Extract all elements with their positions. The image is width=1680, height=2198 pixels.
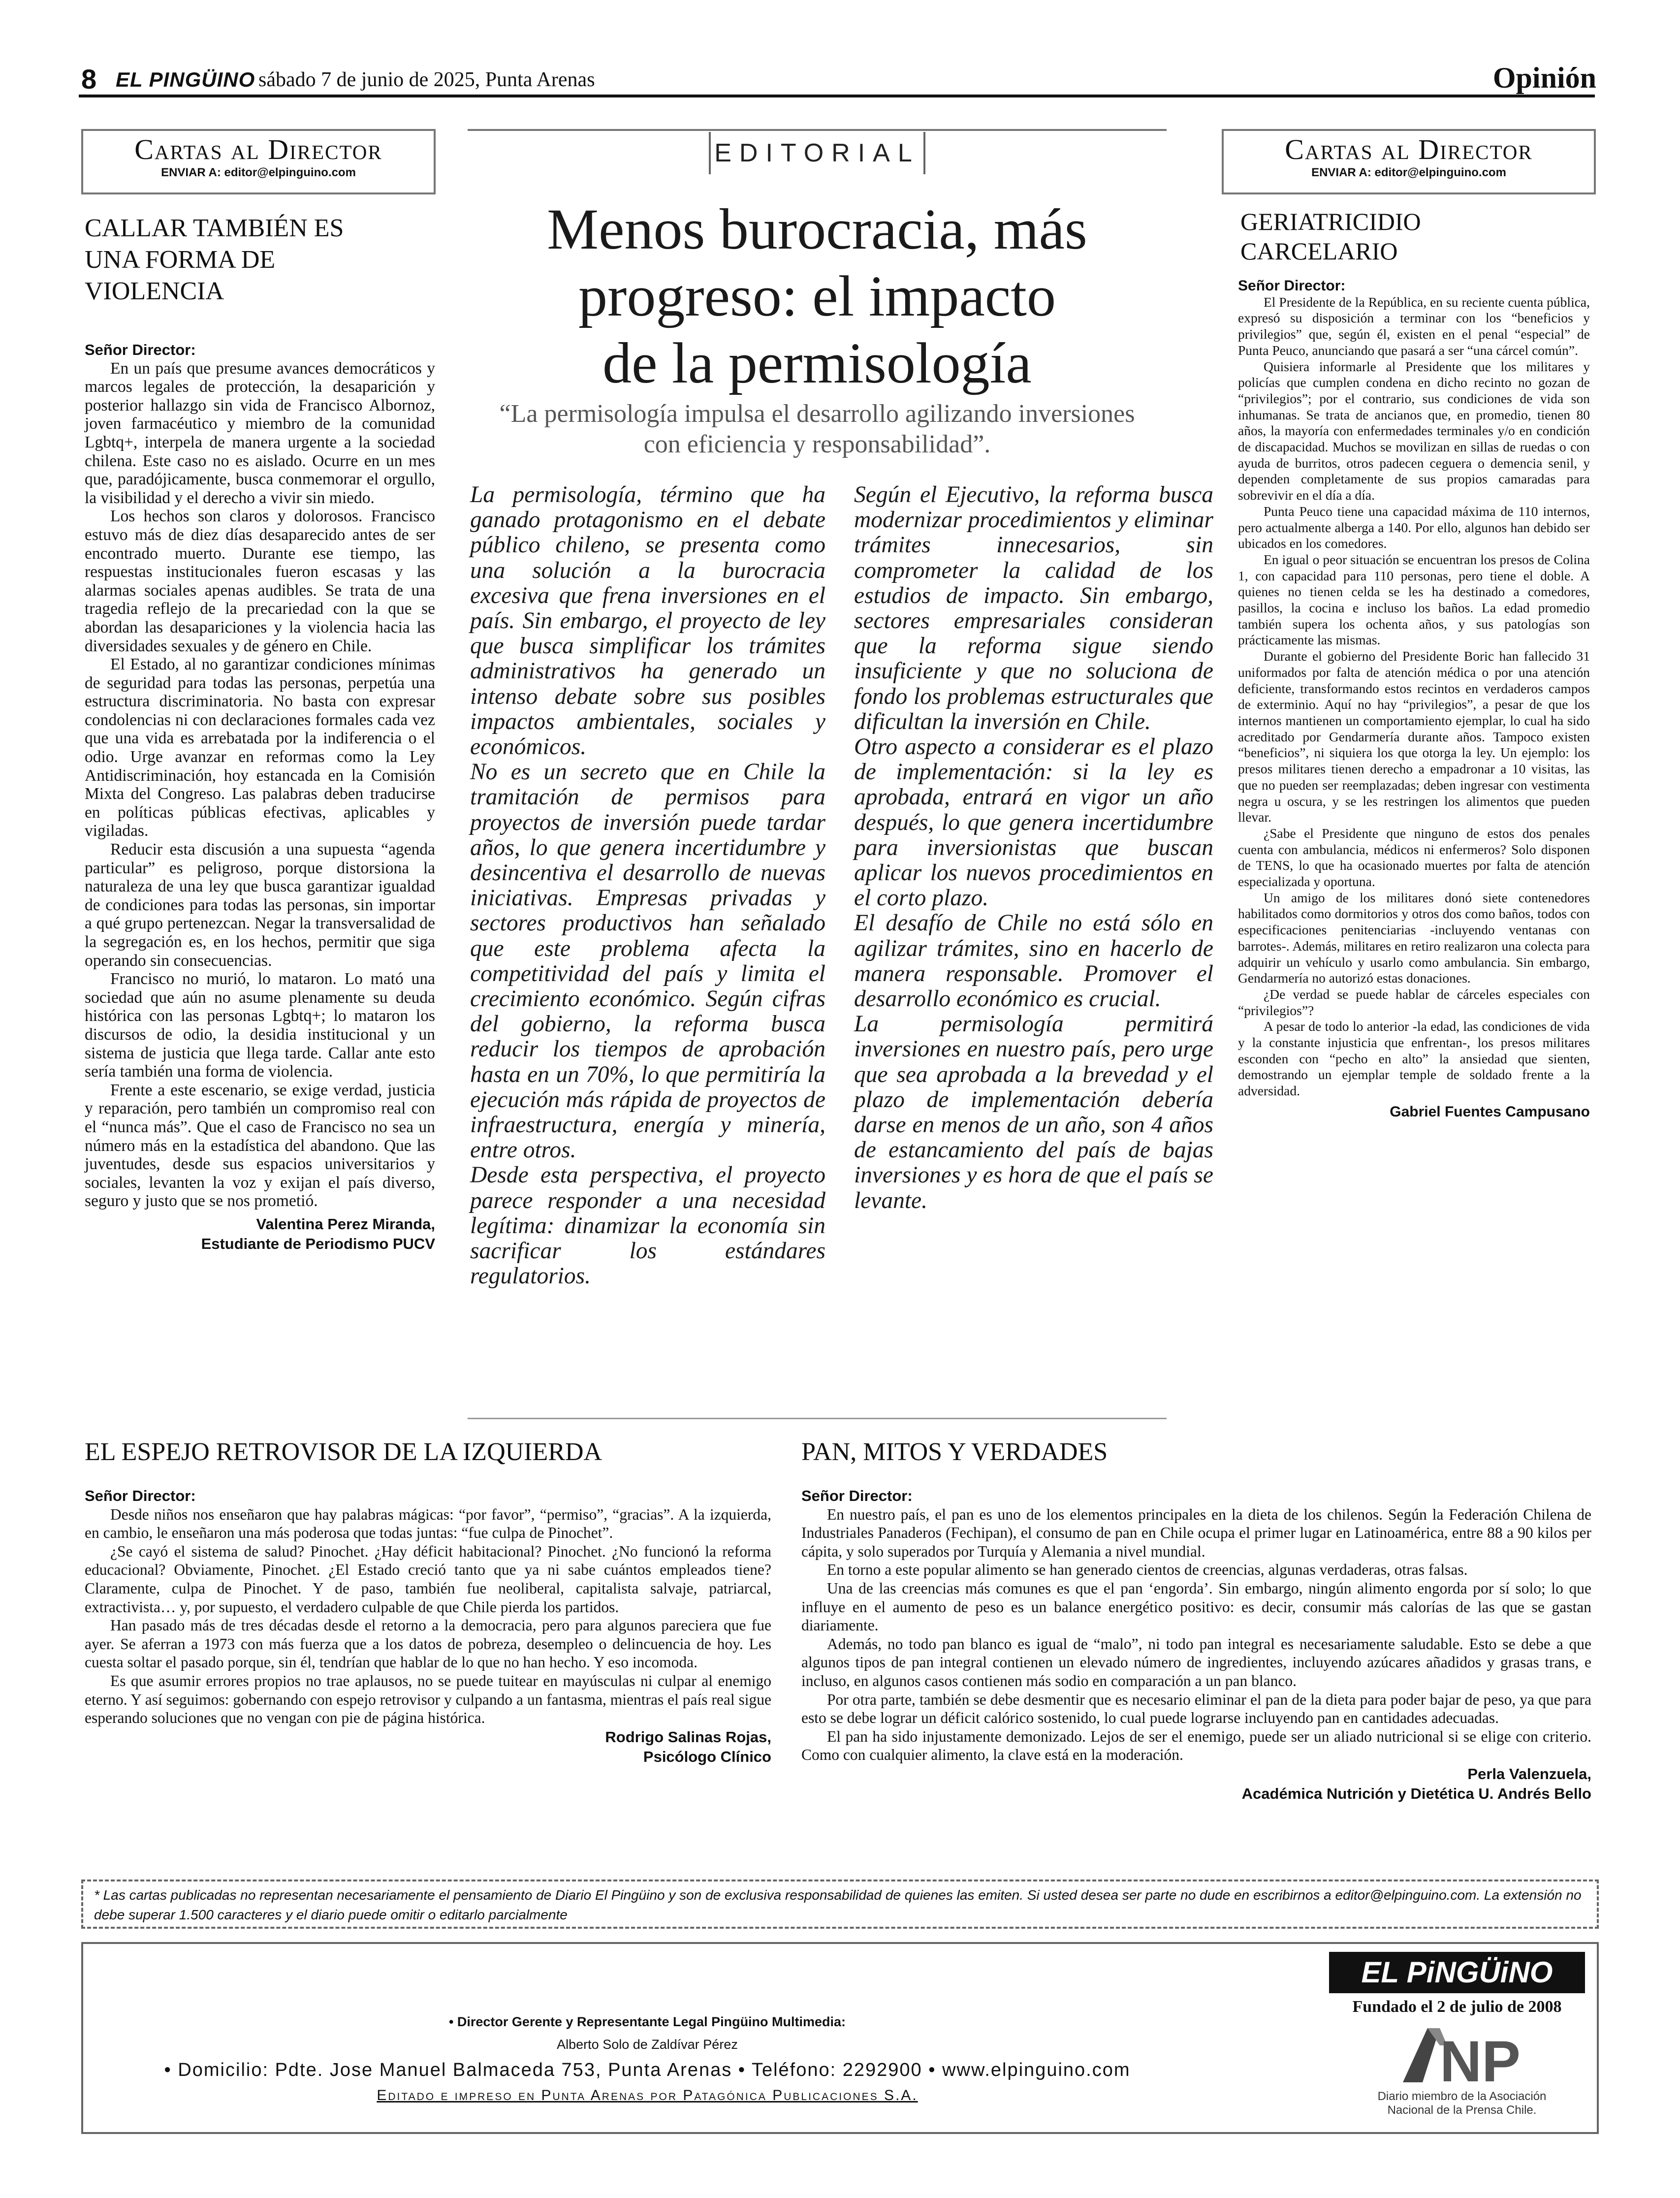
editorial-column-2 <box>854 482 1213 1213</box>
paragraph: Francisco no murió, lo mataron. Lo mató una sociedad que aún no asume plenamente su deuda histórica con las personas Lgbtq+; lo mataron los discursos de odio, la desidia institucional y un sistema de justicia que llega tarde. Callar ante esto sería también una forma de violencia. <box>85 970 435 1081</box>
svg-text:NP: NP <box>1440 2029 1521 2087</box>
paragraph: Reducir esta discusión a una supuesta “agenda particular” es peligroso, porque distorsiona la naturaleza de una ley que busca garantizar igualdad de condiciones para todas las personas, sin importar a qué grupo pertenezcan. Negar la transversalidad de la segregación es, en los hechos, permitir que siga operando sin consecuencias. <box>85 840 435 970</box>
page-number: 8 <box>81 64 97 95</box>
paragraph: Quisiera informarle al Presidente que los militares y policías que cumplen condena en dicho recinto no gozan de “privilegios”; por el contrario, sus condiciones de vida son inhumanas. Se trata de ancianos que, en promedio, tienen 80 años, la mayoría con enfermedades terminales y/o en condición de discapacidad. Muchos se movilizan en sillas de ruedas o con ayuda de burritos, otros padecen ceguera o demencia senil, y dependen completamente de sus propios camaradas para sobrevivir en el día a día. <box>1238 358 1590 503</box>
signature: Valentina Perez Miranda, Estudiante de Periodismo PUCV <box>201 1215 435 1252</box>
masthead-logo: EL PINGÜINO <box>116 68 255 91</box>
editorial-column-1 <box>470 482 825 1289</box>
signature: Perla Valenzuela, Académica Nutrición y Dietética U. Andrés Bello <box>1241 1765 1591 1802</box>
paragraph: Otro aspecto a considerar es el plazo de implementación: si la ley es aprobada, entrará en vigor un año después, lo que genera incertidumbre para inversionistas que buscan aplicar los nuevos procedimientos en el corto plazo. <box>854 734 1213 911</box>
paragraph: Durante el gobierno del Presidente Boric han fallecido 31 uniformados por falta de atención médica o por una atención deficiente, transformando estos recintos en verdaderos campos de exterminio. Aquí no hay “privilegios”, a pesar de que los internos mantienen un comportamiento ejemplar, lo cual ha sido acreditado por Gendarmería durante años. Tampoco existen “beneficios”, ni siquiera los que otorga la ley. Un ejemplo: los presos militares tienen derecho a empadronar a 10 visitas, las que no pueden ser reemplazadas; deben ingresar con vestimenta negra u oscura, y se les restringen los alimentos que pueden llevar. <box>1238 648 1590 825</box>
paragraph: El Estado, al no garantizar condiciones mínimas de seguridad para todas las personas, perpetúa una estructura discriminatoria. No basta con expresar condolencias ni con declaraciones formales cada vez que una vida es arrebatada por la indiferencia o el odio. Urge avanzar en reformas como la Ley Antidiscriminación, hoy estancada en la Comisión Mixta del Congreso. Las palabras deben traducirse en políticas públicas efectivas, aplicables y vigiladas. <box>85 655 435 840</box>
letter-right-title: GERIATRICIDIO CARCELARIO <box>1240 208 1421 265</box>
paragraph: Según el Ejecutivo, la reforma busca modernizar procedimientos y eliminar trámites innecesarios, sin comprometer la calidad de los estudios de impacto. Sin embargo, sectores empresariales consideran que la reforma sigue siendo insuficiente y que no soluciona de fondo los problemas estructurales que dificultan la inversión en Chile. <box>854 482 1213 734</box>
paragraph: En igual o peor situación se encuentran los presos de Colina 1, con capacidad para 110 personas, pero tiene el doble. A quienes no tienen celda se les ha destinado a comedores, pasillos, la cocina e incluso los baños. La edad promedio también supera los ochenta años, y sus patologías son prácticamente las mismas. <box>1238 551 1590 648</box>
paragraph: El desafío de Chile no está sólo en agilizar trámites, sino en hacerlo de manera responsable. Promover el desarrollo económico es crucial. <box>854 910 1213 1012</box>
disclaimer: * Las cartas publicadas no representan necesariamente el pensamiento de Diario El Pingüino y son de exclusiva responsabilidad de quienes las emiten. Si usted desea ser parte no dude en escribirnos a editor@elpinguino.com. La extensión no debe superar 1.500 caracteres y el diario puede omitir o editarlo parcialmente <box>81 1879 1599 1929</box>
paragraph: Frente a este escenario, se exige verdad, justicia y reparación, pero también un compromiso real con el “nunca más”. Que el caso de Francisco no sea un número más en la estadística del abandono. Que las juventudes, desde sus espacios universitarios y sociales, levanten la voz y exijan el país diverso, seguro y justo que se nos prometió. <box>85 1081 435 1210</box>
cartas-box-left <box>81 129 436 194</box>
footer-logo: EL PiNGÜiNO <box>1329 1952 1585 1993</box>
footer-founded: Fundado el 2 de julio de 2008 <box>1352 1998 1562 2016</box>
header-date: sábado 7 de junio de 2025, Punta Arenas <box>258 68 595 91</box>
editorial-subtitle: “La permisología impulsa el desarrollo agilizando inversiones con eficiencia y responsabilidad”. <box>499 400 1135 458</box>
signature: Gabriel Fuentes Campusano <box>1390 1103 1590 1120</box>
anp-text: Diario miembro de la Asociación Nacional de la Prensa Chile. <box>1377 2090 1547 2117</box>
footer-director-label: • Director Gerente y Representante Legal Pingüino Multimedia: <box>448 2014 846 2029</box>
cartas-email-right: ENVIAR A: editor@elpinguino.com <box>1311 166 1506 179</box>
paragraph: Además, no todo pan blanco es igual de “malo”, ni todo pan integral es necesariamente saludable. Esto se debe a que algunos tipos de pan integral contienen un elevado número de ingredientes, incluyendo azúcares añadidos y grasas trans, e incluso, en algunos casos contienen más sodio en comparación a un pan blanco. <box>801 1635 1591 1689</box>
letter-left-body <box>85 341 435 1254</box>
salutation: Señor Director: <box>801 1487 913 1504</box>
paragraph: Han pasado más de tres décadas desde el retorno a la democracia, pero para algunos pareciera que fue ayer. Se aferran a 1973 con más fuerza que a los datos de pobreza, desempleo o delincuencia de hoy. Les cuesta soltar el pasado porque, sin él, tendrían que hablar de lo que no han hecho. Y eso incomoda. <box>85 1617 771 1671</box>
paragraph: El pan ha sido injustamente demonizado. Lejos de ser el enemigo, puede ser un aliado nutricional si se elige con criterio. Como con cualquier alimento, la clave está en la moderación. <box>801 1727 1591 1764</box>
letter-bottom-right-body <box>801 1487 1591 1804</box>
paragraph: Es que asumir errores propios no trae aplausos, no se puede tuitear en mayúsculas ni culpar al enemigo eterno. Y así seguimos: gobernando con espejo retrovisor y culpando a un fantasma, mientras el país real sigue esperando soluciones que no vengan con pie de página histórica. <box>85 1672 771 1727</box>
paragraph: A pesar de todo lo anterior -la edad, las condiciones de vida y la constante injusticia que enfrentan-, los presos militares esconden con “pecho en alto” la ansiedad que sienten, demostrando un ejemplar temple de soldado frente a la adversidad. <box>1238 1019 1590 1099</box>
footer-address[interactable]: • Domicilio: Pdte. Jose Manuel Balmaceda 753, Punta Arenas • Teléfono: 2292900 • www.elpinguino.com <box>164 2060 1131 2080</box>
salutation: Señor Director: <box>85 341 196 358</box>
cartas-box-right <box>1222 129 1596 194</box>
letter-right-body <box>1238 278 1590 1122</box>
cartas-email-left: ENVIAR A: editor@elpinguino.com <box>161 166 356 179</box>
salutation: Señor Director: <box>85 1487 196 1504</box>
letter-bottom-left-title: EL ESPEJO RETROVISOR DE LA IZQUIERDA <box>85 1438 602 1466</box>
paragraph: La permisología permitirá inversiones en nuestro país, pero urge que sea aprobada a la brevedad y el plazo de implementación debería darse en menos de un año, son 4 años de estancamiento del país de bajas inversiones y es hora de que el país se levante. <box>854 1011 1213 1213</box>
cartas-title-left: Cartas al Director <box>134 133 382 165</box>
paragraph: ¿Se cayó el sistema de salud? Pinochet. ¿Hay déficit habitacional? Pinochet. ¿No funcionó la reforma educacional? Obviamente, Pinochet. ¿El Estado creció tanto que ya ni sabe cuántos empleados tiene? Claramente, culpa de Pinochet. Y de paso, también fue neoliberal, capitalista salvaje, patriarcal, extractivista… y, por supuesto, el verdadero culpable de que Chile pierda los partidos. <box>85 1542 771 1616</box>
paragraph: La permisología, término que ha ganado protagonismo en el debate público chileno, se presenta como una solución a la burocracia excesiva que frena inversiones en el país. Sin embargo, el proyecto de ley que busca simplificar los trámites administrativos ha generado un intenso debate sobre sus posibles impactos ambientales, sociales y económicos. <box>470 482 825 760</box>
paragraph: El Presidente de la República, en su reciente cuenta pública, expresó su disposición a terminar con los “beneficios y privilegios” que, según él, existen en el penal “especial” de Punta Peuco, anunciando que pasará a ser “una cárcel común”. <box>1238 294 1590 358</box>
paragraph: En nuestro país, el pan es uno de los elementos principales en la dieta de los chilenos. Según la Federación Chilena de Industriales Panaderos (Fechipan), el consumo de pan en Chile ocupa el primer lugar en Latinoamérica, entre 88 a 90 kilos per cápita, y solo superados por Turquía y Alemania a nivel mundial. <box>801 1505 1591 1560</box>
paragraph: En torno a este popular alimento se han generado cientos de creencias, algunas verdaderas, otras falsas. <box>827 1561 1468 1579</box>
paragraph: ¿De verdad se puede hablar de cárceles especiales con “privilegios”? <box>1238 986 1590 1018</box>
footer-edited: Editado e impreso en Punta Arenas por Patagónica Publicaciones S.A. <box>377 2087 918 2103</box>
paragraph: Un amigo de los militares donó siete contenedores habilitados como dormitorios y otros dos como baños, todos con especificaciones penitenciarias -incluyendo ventanas con barrotes-. Además, militares en retiro realizaron una colecta para adquirir un vehículo y usarlo como ambulancia. Sin embargo, Gendarmería no autorizó estas donaciones. <box>1238 890 1590 986</box>
editorial-headline: Menos burocracia, más progreso: el impacto de la permisología <box>547 197 1087 395</box>
letter-left-title: CALLAR TAMBIÉN ES UNA FORMA DE VIOLENCIA <box>85 214 344 305</box>
paragraph: En un país que presume avances democráticos y marcos legales de protección, la desaparición y posterior hallazgo sin vida de Francisco Albornoz, joven farmacéutico y miembro de la comunidad Lgbtq+, interpela de manera urgente a la sociedad chilena. Este caso no es aislado. Ocurre en un mes que, paradójicamente, busca conmemorar el orgullo, la visibilidad y el derecho a vivir sin miedo. <box>85 359 435 507</box>
paragraph: Los hechos son claros y dolorosos. Francisco estuvo más de diez días desaparecido antes de ser encontrado muerto. Durante ese tiempo, las respuestas institucionales fueron escasas y las alarmas sociales apenas audibles. Se trata de una tragedia reflejo de la precariedad con la que se abordan las desapariciones y la violencia hacia las diversidades sexuales y de género en Chile. <box>85 507 435 655</box>
signature: Rodrigo Salinas Rojas, Psicólogo Clínico <box>605 1728 771 1765</box>
letter-bottom-right-title: PAN, MITOS Y VERDADES <box>801 1438 1108 1466</box>
paragraph: Desde niños nos enseñaron que hay palabras mágicas: “por favor”, “permiso”, “gracias”. A la izquierda, en cambio, le enseñaron una más poderosa que todas juntas: “fue culpa de Pinochet”. <box>85 1505 771 1542</box>
footer-director-name: Alberto Solo de Zaldívar Pérez <box>557 2037 738 2052</box>
paragraph: ¿Sabe el Presidente que ninguno de estos dos penales cuenta con ambulancia, médicos ni enfermeros? Solo disponen de TENS, lo que ha ocasionado muertes por falta de atención especializada y oportuna. <box>1238 825 1590 890</box>
paragraph: Una de las creencias más comunes es que el pan ‘engorda’. Sin embargo, ningún alimento engorda por sí solo; lo que influye en el aumento de peso es un balance energético positivo: es decir, consumir más calorías de las que se gastan diariamente. <box>801 1579 1591 1634</box>
paragraph: Punta Peuco tiene una capacidad máxima de 110 internos, pero actualmente alberga a 140. Por ello, algunos han debido ser ubicados en los comedores. <box>1238 503 1590 551</box>
paragraph: No es un secreto que en Chile la tramitación de permisos para proyectos de inversión puede tardar años, lo que genera incertidumbre y desincentiva el desarrollo de nuevas iniciativas. Empresas privadas y sectores productivos han señalado que este problema afecta la competitividad del país y limita el crecimiento económico. Según cifras del gobierno, la reforma busca reducir los tiempos de aprobación hasta en un 70%, lo que permitiría la ejecución más rápida de proyectos de infraestructura, energía y minería, entre otros. <box>470 759 825 1163</box>
editorial-top-rule <box>468 129 1167 131</box>
letter-bottom-left-body <box>85 1487 771 1767</box>
paragraph: Por otra parte, también se debe desmentir que es necesario eliminar el pan de la dieta para poder bajar de peso, ya que para esto se debe lograr un déficit calórico sostenido, lo cual puede lograrse incluyendo pan en cantidades adecuadas. <box>801 1690 1591 1727</box>
header-rule <box>79 95 1595 97</box>
cartas-title-right: Cartas al Director <box>1285 133 1533 165</box>
anp-logo-icon <box>1393 2023 1541 2087</box>
paragraph: Desde esta perspectiva, el proyecto parece responder a una necesidad legítima: dinamizar la economía sin sacrificar los estándares regulatorios. <box>470 1162 825 1289</box>
editorial-bottom-rule <box>468 1418 1167 1419</box>
editorial-tag: EDITORIAL <box>709 132 925 174</box>
section-title: Opinión <box>1492 62 1596 94</box>
salutation: Señor Director: <box>1238 278 1346 294</box>
